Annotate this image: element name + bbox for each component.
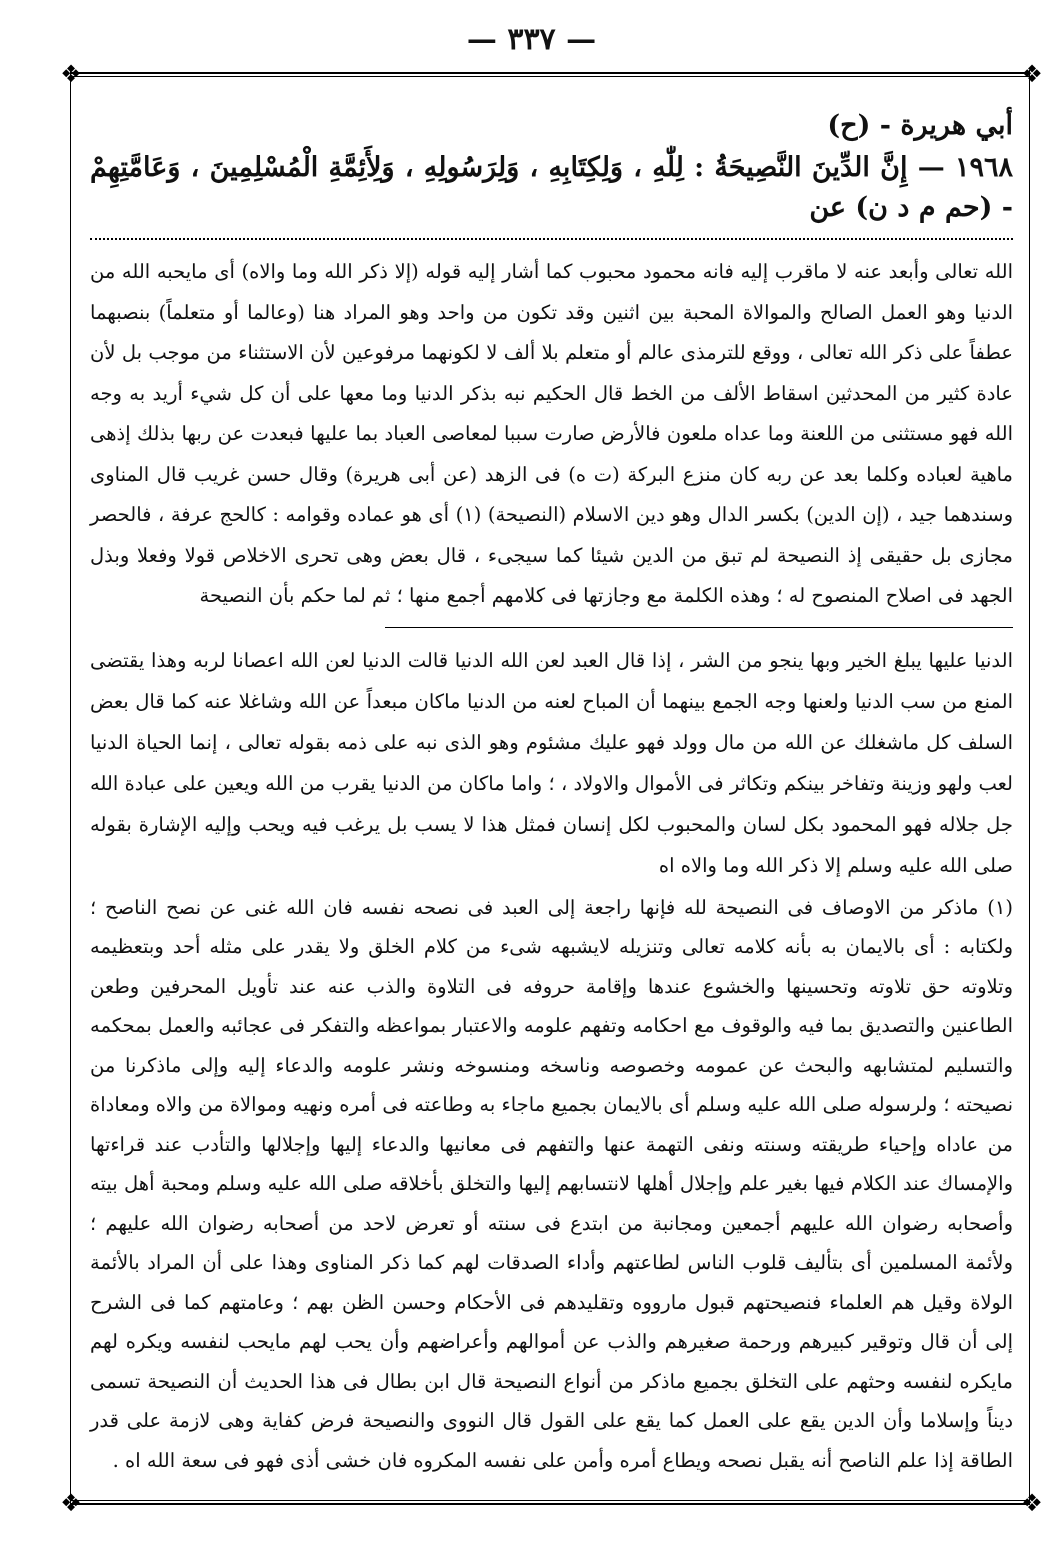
solid-divider (385, 627, 1013, 628)
corner-ornament-icon: ❖ (60, 1489, 82, 1517)
hadith-text: ١٩٦٨ — إِنَّ الدِّينَ النَّصِيحَةُ : لِلّٰهِ ، وَلِكِتَابِهِ ، وَلِرَسُولِهِ ، وَلِأَئِمَّةِ الْمُسْلِمِينَ ، وَعَامَّتِهِمْ - (حم م د ن) عن (90, 152, 1013, 223)
hadith-source-continuation: أبي هريرة - (ح) (827, 110, 1013, 141)
corner-ornament-icon: ❖ (1021, 60, 1043, 88)
commentary-top: الله تعالى وأبعد عنه لا ماقرب إليه فانه محمود محبوب كما أشار إليه قوله (إلا ذكر الله وما والاه) أى مايحبه الله من الدنيا وهو العمل الصالح والموالاة المحبة بين اثنين وقد تكون من واحد وهو المراد هنا (وعالما أو متعلماً) بنصبهما عطفاً على ذكر الله تعالى ، ووقع للترمذى عالم أو متعلم بلا ألف لا لكونهما مرفوعين لأن الاستثناء من موجب بل لأن عادة كثير من المحدثين اسقاط الألف من الخط قال الحكيم نبه بذكر الدنيا وما معها على أن كل شيء أريد به وجه الله فهو مستثنى من اللعنة وما عداه ملعون فالأرض صارت سببا لمعاصى العباد بما عليها فبعدت عن ربها بذلك إذهى ماهية لعباده وكلما بعد عن ربه كان منزع البركة (ت ه) فى الزهد (عن أبى هريرة) وقال حسن غريب قال المناوى وسندهما جيد ، (إن الدين) بكسر الدال وهو دين الاسلام (النصيحة) (١) أى هو عماده وقوامه : كالحج عرفة ، فالحصر مجازى بل حقيقى إذ النصيحة لم تبق من الدين شيئا كما سيجىء ، قال بعض وهى تحرى الاخلاص قولا وفعلا وبذل الجهد فى اصلاح المنصوح له ؛ وهذه الكلمة مع وجازتها فى كلامهم أجمع منها ؛ ثم لما حكم بأن النصيحة (90, 260, 1014, 607)
page-content (90, 108, 1013, 1480)
dotted-divider (90, 238, 1013, 240)
footnote: (١) ماذكر من الاوصاف فى النصيحة لله فإنها راجعة إلى العبد فى نصحه نفسه فان الله غنى عن نصح الناصح ؛ ولكتابه : أى بالايمان به بأنه كلامه تعالى وتنزيله لايشبهه شىء من كلام الخلق ولا يقدر على مثله أحد وبتعظيمه وتلاوته حق تلاوته وتحسينها والخشوع عندها وإقامة حروفه فى التلاوة والذب عنه عند تأويل المحرفين وطعن الطاعنين والتصديق بما فيه والوقوف مع احكامه وتفهم علومه والاعتبار بمواعظه والتفكر فى عجائبه والعمل بمحكمه والتسليم لمتشابهه والبحث عن عمومه وخصوصه وناسخه ومنسوخه ونشر علومه والدعاء إليه وإلى ماذكرنا من نصيحته ؛ ولرسوله صلى الله عليه وسلم أى بالايمان بجميع ماجاء به وطاعته فى أمره ونهيه وموالاة من والاه ومعاداة من عاداه وإحياء طريقته وسنته ونفى التهمة عنها والتفهم فى معانيها والدعاء إليها وإجلالها والتأدب عند قراءتها والإمساك عند الكلام فيها بغير علم وإجلال أهلها لانتسابهم إليها والتخلق بأخلاقه صلى الله عليه وسلم ومحبة أهل بيته وأصحابه رضوان الله عليهم أجمعين ومجانبة من ابتدع فى سنته أو تعرض لاحد من أصحابه رضوان الله عليهم ؛ ولأئمة المسلمين أى بتأليف قلوب الناس لطاعتهم وأداء الصدقات لهم كما ذكر المناوى وهذا على أن المراد بالأئمة الولاة وقيل هم العلماء فنصيحتهم قبول مارووه وتقليدهم فى الأحكام وحسن الظن بهم ؛ وعامتهم كما فى الشرح إلى أن قال وتوقير كبيرهم ورحمة صغيرهم والذب عن أموالهم وأعراضهم وأن يحب لهم مايحب لنفسه ويكره لهم مايكره لنفسه وحثهم على التخلق بجميع ماذكر من أنواع النصيحة قال ابن بطال فى هذا الحديث أن النصيحة تسمى ديناً وإسلاما وأن الدين يقع على العمل كما يقع على القول قال النووى والنصيحة فرض كفاية وهى لازمة على قدر الطاقة إذا علم الناصح أنه يقبل نصحه ويطاع أمره وأمن على نفسه المكروه فان خشى أذى فهو فى سعة الله اه . (90, 895, 1013, 1472)
commentary-bottom: الدنيا عليها يبلغ الخير وبها ينجو من الشر ، إذا قال العبد لعن الله الدنيا قالت الدنيا لعن الله اعصانا لربه وهذا يقتضى المنع من سب الدنيا ولعنها وجه الجمع بينهما أن المباح لعنه من الدنيا ماكان مبعداً عن الله وشاغلا عنه كما قال بعض السلف كل ماشغلك عن الله من مال وولد فهو عليك مشئوم وهو الذى نبه على ذمه بقوله تعالى ، إنما الحياة الدنيا لعب ولهو وزينة وتفاخر بينكم وتكاثر فى الأموال والاولاد ، ؛ واما ماكان من الدنيا يقرب من الله ويعين على عبادة الله جل جلاله فهو المحمود بكل لسان والمحبوب لكل إنسان فمثل هذا لا يسب بل يرغب فيه ويحب وإليه الإشارة بقوله صلى الله عليه وسلم إلا ذكر الله وما والاه اه (90, 648, 1013, 877)
corner-ornament-icon: ❖ (60, 60, 82, 88)
page-number: — ٣٣٧ — (466, 22, 597, 57)
corner-ornament-icon: ❖ (1021, 1489, 1043, 1517)
